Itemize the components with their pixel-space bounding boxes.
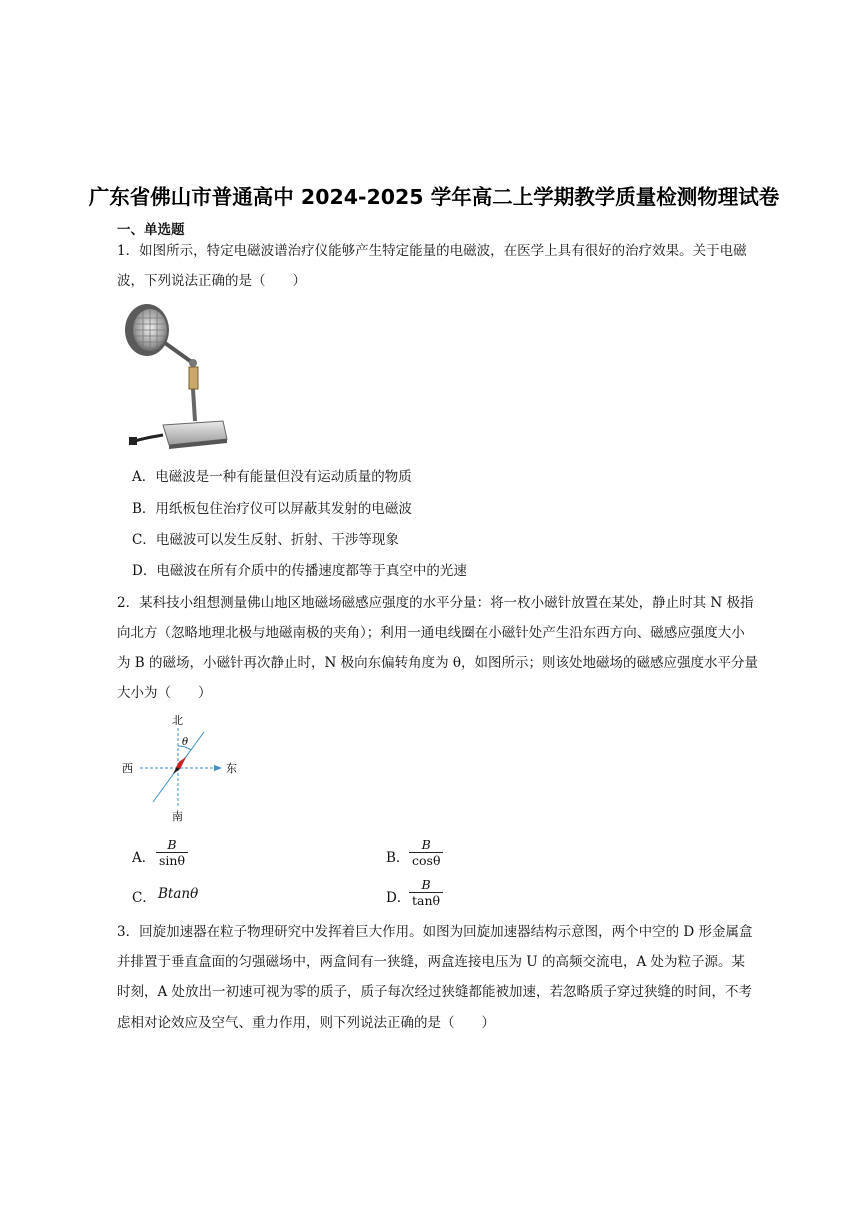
exam-title: 广东省佛山市普通高中 2024-2025 学年高二上学期教学质量检测物理试卷	[88, 185, 780, 209]
q1-option-c: C．电磁波可以发生反射、折射、干涉等现象	[132, 532, 399, 548]
q3-line-3: 时刻，A 处放出一初速可视为零的质子，质子每次经过狭缝都能被加速，若忽略质子穿过狭缝的时间，不考	[117, 984, 753, 1000]
q2-option-d-numerator: B	[421, 877, 431, 892]
q2-option-d-denominator: tanθ	[409, 892, 443, 908]
q2-line-1: 2．某科技小组想测量佛山地区地磁场磁感应强度的水平分量：将一枚小磁针放置在某处，静止时其 N 极指	[117, 595, 754, 611]
q2-option-a-denominator: sinθ	[156, 852, 188, 868]
q3-line-1: 3．回旋加速器在粒子物理研究中发挥着巨大作用。如图为回旋加速器结构示意图，两个中空的 D 形金属盒	[117, 924, 753, 940]
q2-line-2: 向北方（忽略地理北极与地磁南极的夹角）；利用一通电线圈在小磁针处产生沿东西方向、磁感应强度大小	[117, 625, 745, 641]
q2-option-b-denominator: cosθ	[409, 852, 443, 868]
compass-diagram	[118, 712, 248, 824]
compass-south-label: 南	[172, 810, 183, 823]
q2-option-d-label: D．	[386, 890, 411, 906]
q2-option-b-label: B．	[386, 850, 410, 866]
therapy-device-figure	[123, 303, 233, 451]
q3-line-4: 虑相对论效应及空气、重力作用，则下列说法正确的是（ ）	[117, 1015, 495, 1031]
compass-north-label: 北	[172, 714, 183, 727]
q1-option-d: D．电磁波在所有介质中的传播速度都等于真空中的光速	[132, 563, 467, 579]
therapy-device-icon	[123, 303, 233, 451]
q2-option-a-fraction	[156, 837, 188, 868]
q1-line-1: 1．如图所示，特定电磁波谱治疗仪能够产生特定能量的电磁波，在医学上具有很好的治疗效果。关于电磁	[117, 243, 747, 259]
q1-option-b: B．用纸板包住治疗仪可以屏蔽其发射的电磁波	[132, 501, 412, 517]
compass-east-label: 东	[226, 762, 237, 775]
q2-line-4: 大小为（ ）	[117, 685, 212, 701]
q1-option-a: A．电磁波是一种有能量但没有运动质量的物质	[132, 469, 412, 485]
q2-option-b-fraction	[409, 837, 443, 868]
q3-line-2: 并排置于垂直盒面的匀强磁场中，两盒间有一狭缝，两盒连接电压为 U 的高频交流电，A 处为粒子源。某	[117, 954, 745, 970]
q2-option-c-label: C．	[132, 890, 156, 906]
q2-option-d-fraction	[409, 877, 443, 908]
q2-option-a-label: A．	[132, 850, 156, 866]
q2-option-c-text: Btanθ	[158, 886, 199, 902]
q1-line-2: 波，下列说法正确的是（ ）	[117, 273, 306, 289]
q2-option-b-numerator: B	[421, 837, 431, 852]
section-heading: 一、单选题	[117, 222, 185, 238]
q2-option-a-numerator: B	[167, 837, 177, 852]
compass-figure	[118, 712, 248, 824]
compass-angle-label: θ	[182, 737, 189, 748]
q2-line-3: 为 B 的磁场，小磁针再次静止时，N 极向东偏转角度为 θ，如图所示；则该处地磁场的磁感应强度水平分量	[117, 655, 759, 671]
compass-west-label: 西	[122, 762, 133, 775]
